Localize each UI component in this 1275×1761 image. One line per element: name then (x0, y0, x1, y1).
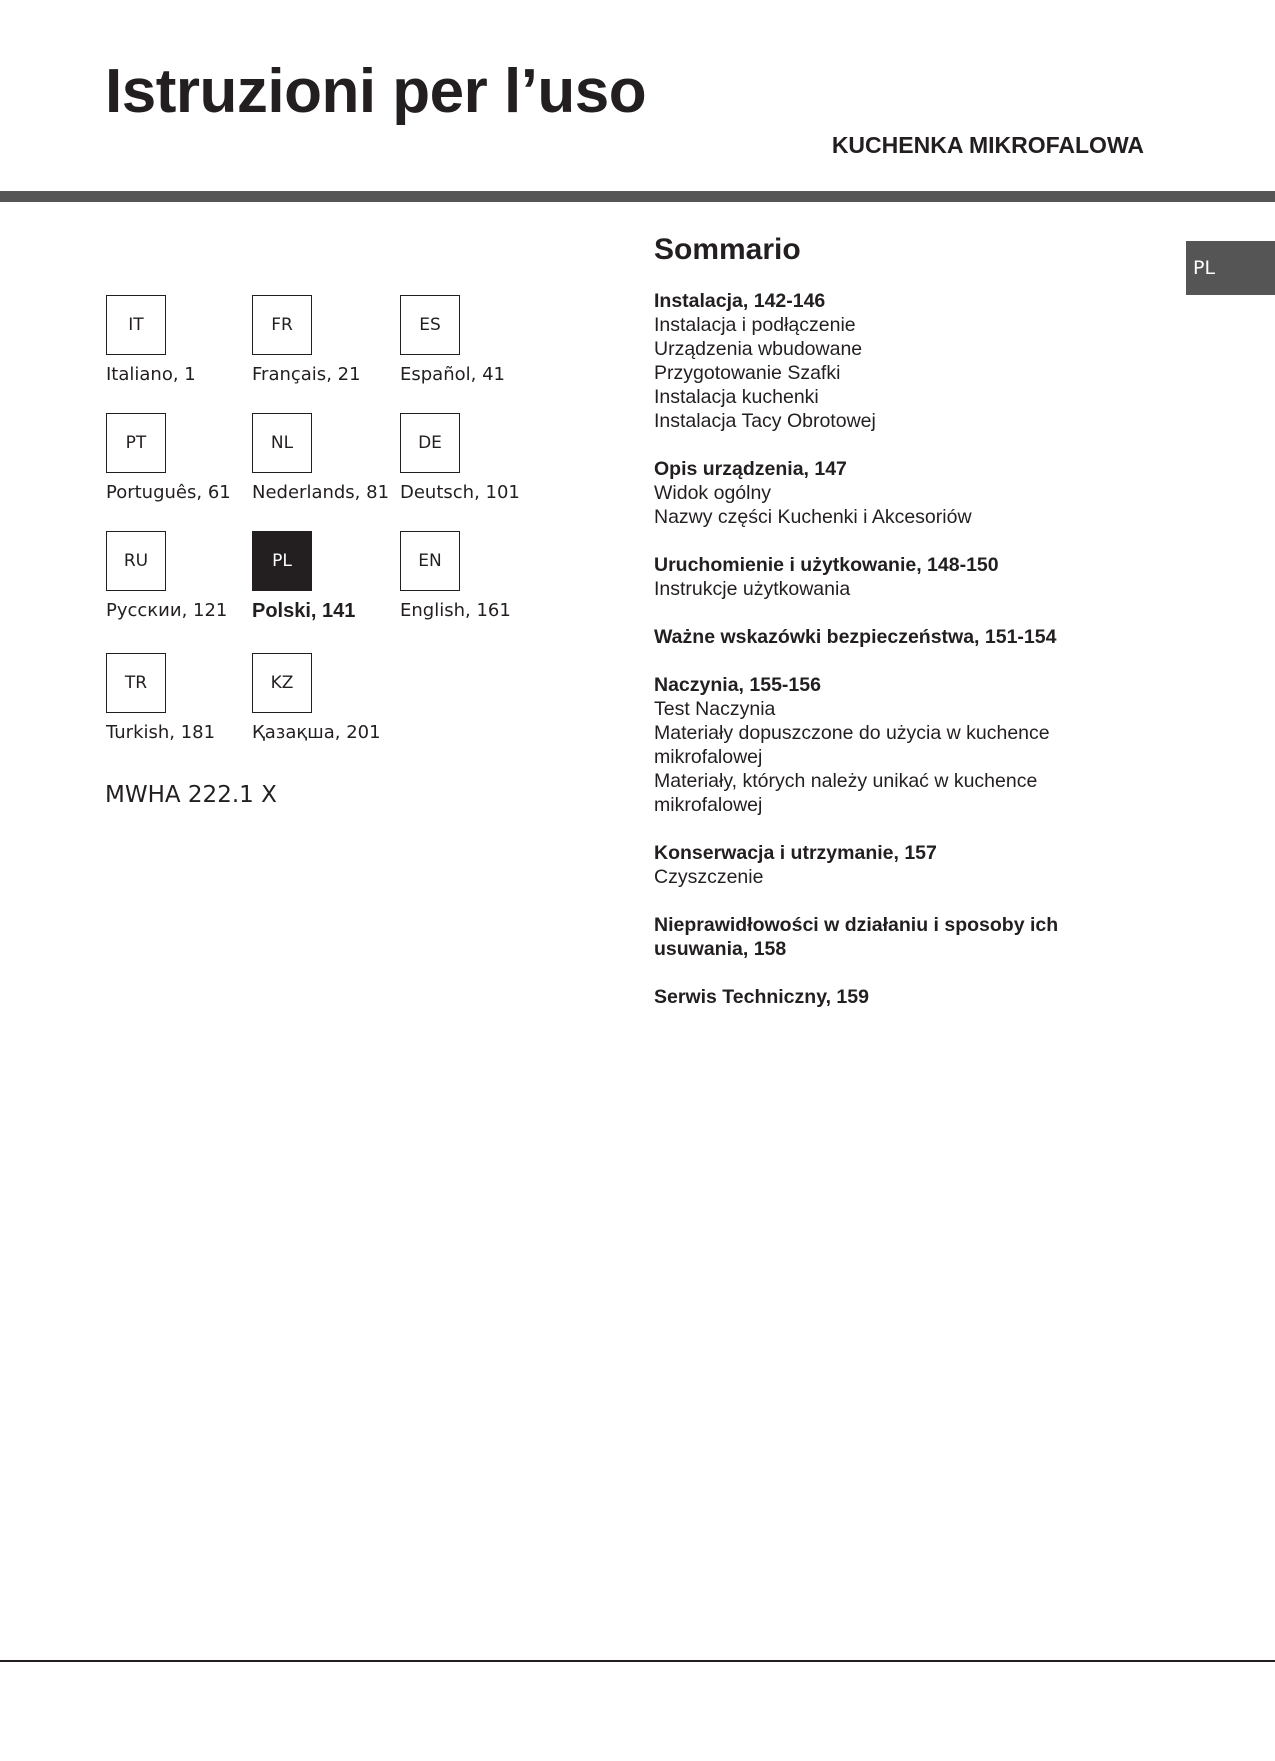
toc-section-service (654, 985, 1094, 1009)
language-code-box: RU (106, 531, 166, 591)
toc-item: Czyszczenie (654, 866, 764, 888)
toc-section-title[interactable]: Serwis Techniczny, 159 (654, 986, 869, 1008)
toc-section-installation (654, 289, 1094, 433)
language-code-box-active: PL (252, 531, 312, 591)
language-entry-ru[interactable] (106, 531, 266, 621)
language-entry-kz[interactable] (252, 653, 412, 743)
toc-item: Nazwy części Kuchenki i Akcesoriów (654, 506, 972, 528)
toc-heading: Sommario (654, 233, 801, 266)
language-label-active: Polski, 141 (252, 600, 356, 622)
toc-section-description (654, 457, 1094, 529)
toc-section-troubleshooting (654, 913, 1094, 961)
language-code-box: EN (400, 531, 460, 591)
language-label: Қазақша, 201 (252, 722, 381, 743)
toc-item: Instalacja kuchenki (654, 386, 819, 408)
language-label: Français, 21 (252, 364, 361, 385)
document-title: Istruzioni per l’uso (105, 57, 647, 126)
language-entry-pl[interactable] (252, 531, 412, 623)
product-type: KUCHENKA MIKROFALOWA (831, 132, 1144, 158)
toc-section-title[interactable]: Naczynia, 155-156 (654, 674, 821, 696)
language-code-box: PT (106, 413, 166, 473)
toc-section-title[interactable]: Konserwacja i utrzymanie, 157 (654, 842, 937, 864)
toc-item: Test Naczynia (654, 698, 776, 720)
toc-item: Instrukcje użytkowania (654, 578, 851, 600)
toc-section-title[interactable]: Instalacja, 142-146 (654, 290, 826, 312)
language-code-box: DE (400, 413, 460, 473)
language-entry-it[interactable] (106, 295, 266, 385)
language-entry-de[interactable] (400, 413, 560, 503)
toc-section-title[interactable]: Uruchomienie i użytkowanie, 148-150 (654, 554, 999, 576)
toc-section-cookware (654, 673, 1094, 817)
toc-item: Instalacja i podłączenie (654, 314, 856, 336)
language-entry-pt[interactable] (106, 413, 266, 503)
toc-item: Materiały dopuszczone do użycia w kuchence mikrofalowej (654, 722, 1050, 768)
toc-section-title[interactable]: Nieprawidłowości w działaniu i sposoby ich usuwania, 158 (654, 914, 1059, 960)
language-label: Nederlands, 81 (252, 482, 390, 503)
toc-item: Widok ogólny (654, 482, 772, 504)
language-code-box: IT (106, 295, 166, 355)
language-label: Italiano, 1 (106, 364, 196, 385)
language-entry-tr[interactable] (106, 653, 266, 743)
language-code-box: ES (400, 295, 460, 355)
language-entry-es[interactable] (400, 295, 560, 385)
toc-item: Materiały, których należy unikać w kuchence mikrofalowej (654, 770, 1038, 816)
language-entry-en[interactable] (400, 531, 560, 621)
language-label: Turkish, 181 (106, 722, 216, 743)
language-label: Русскии, 121 (106, 600, 228, 621)
toc-section-safety (654, 625, 1094, 649)
header-divider (0, 191, 1275, 202)
toc-section-maintenance (654, 841, 1094, 889)
language-entry-fr[interactable] (252, 295, 412, 385)
model-number: MWHA 222.1 X (105, 782, 277, 808)
language-code-box: KZ (252, 653, 312, 713)
language-entry-nl[interactable] (252, 413, 412, 503)
table-of-contents (654, 233, 1094, 1033)
language-code-box: TR (106, 653, 166, 713)
toc-section-usage (654, 553, 1094, 601)
footer-divider (0, 1660, 1275, 1662)
toc-item: Przygotowanie Szafki (654, 362, 841, 384)
language-side-tab: PL (1186, 241, 1275, 295)
language-label: Português, 61 (106, 482, 231, 503)
language-code-box: FR (252, 295, 312, 355)
toc-item: Instalacja Tacy Obrotowej (654, 410, 876, 432)
language-label: Deutsch, 101 (400, 482, 520, 503)
toc-item: Urządzenia wbudowane (654, 338, 863, 360)
language-code-box: NL (252, 413, 312, 473)
language-label: Español, 41 (400, 364, 505, 385)
toc-section-title[interactable]: Opis urządzenia, 147 (654, 458, 847, 480)
toc-section-title[interactable]: Ważne wskazówki bezpieczeństwa, 151-154 (654, 626, 1057, 648)
language-label: English, 161 (400, 600, 511, 621)
